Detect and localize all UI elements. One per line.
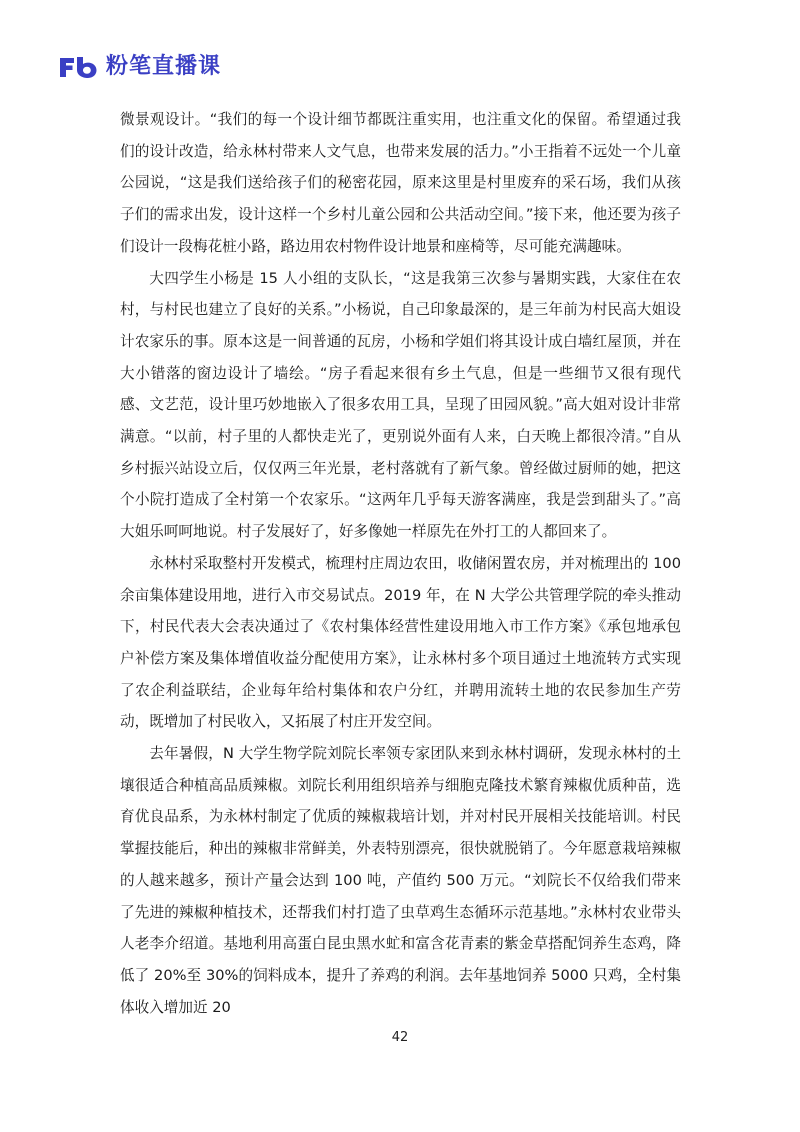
page-number: 42: [391, 1030, 409, 1045]
brand-logo: [58, 52, 221, 82]
paragraph-1: 微景观设计。“我们的每一个设计细节都既注重实用，也注重文化的保留。希望通过我们的设计改造，给永林村带来人文气息，也带来发展的活力。”小王指着不远处一个儿童公园说，“这是我们送给孩子们的秘密花园，原来这里是村里废弃的采石场，我们从孩子们的需求出发，设计这样一个乡村儿童公园和公共活动空间。”接下来，他还要为孩子们设计一段梅花桩小路，路边用农村物件设计地景和座椅等，尽可能充满趣味。: [120, 111, 681, 255]
fb-logo-icon: [58, 55, 98, 79]
paragraph-2: 大四学生小杨是 15 人小组的支队长，“这是我第三次参与暑期实践，大家住在农村，与村民也建立了良好的关系。”小杨说，自己印象最深的，是三年前为村民高大姐设计农家乐的事。原本这是一间普通的瓦房，小杨和学姐们将其设计成白墙红屋顶，并在大小错落的窗边设计了墙绘。“房子看起来很有乡土气息，但是一些细节又很有现代感、文艺范，设计里巧妙地嵌入了很多农用工具，呈现了田园风貌。”高大姐对设计非常满意。“以前，村子里的人都快走光了，更别说外面有人来，白天晚上都很冷清。”自从乡村振兴站设立后，仅仅两三年光景，老村落就有了新气象。曾经做过厨师的她，把这个小院打造成了全村第一个农家乐。“这两年几乎每天游客满座，我是尝到甜头了。”高大姐乐呵呵地说。村子发展好了，好多像她一样原先在外打工的人都回来了。: [120, 269, 681, 541]
paragraph-3: 永林村采取整村开发模式，梳理村庄周边农田，收储闲置农房，并对梳理出的 100 余亩集体建设用地，进行入市交易试点。2019 年，在 N 大学公共管理学院的牵头推动下，村民代表大会表决通过了《农村集体经营性建设用地入市工作方案》《承包地承包户补偿方案及集体增值收益分配使用方案》，让永林村多个项目通过土地流转方式实现了农企利益联结，企业每年给村集体和农户分红，并聘用流转土地的农民参加生产劳动，既增加了村民收入，又拓展了村庄开发空间。: [120, 554, 681, 731]
brand-name: 粉笔直播课: [106, 54, 222, 79]
paragraph-4: 去年暑假，N 大学生物学院刘院长率领专家团队来到永林村调研，发现永林村的土壤很适合种植高品质辣椒。刘院长利用组织培养与细胞克隆技术繁育辣椒优质种苗，选育优良品系，为永林村制定了优质的辣椒栽培计划，并对村民开展相关技能培训。村民掌握技能后，种出的辣椒非常鲜美，外表特别漂亮，很快就脱销了。今年愿意栽培辣椒的人越来越多，预计产量会达到 100 吨，产值约 500 万元。“刘院长不仅给我们带来了先进的辣椒种植技术，还帮我们村打造了虫草鸡生态循环示范基地。”永林村农业带头人老李介绍道。基地利用高蛋白昆虫黑水虻和富含花青素的紫金草搭配饲养生态鸡，降低了 20%至 30%的饲料成本，提升了养鸡的利润。去年基地饲养 5000 只鸡，全村集体收入增加近 20: [120, 745, 681, 1016]
article-body: [120, 104, 681, 1023]
